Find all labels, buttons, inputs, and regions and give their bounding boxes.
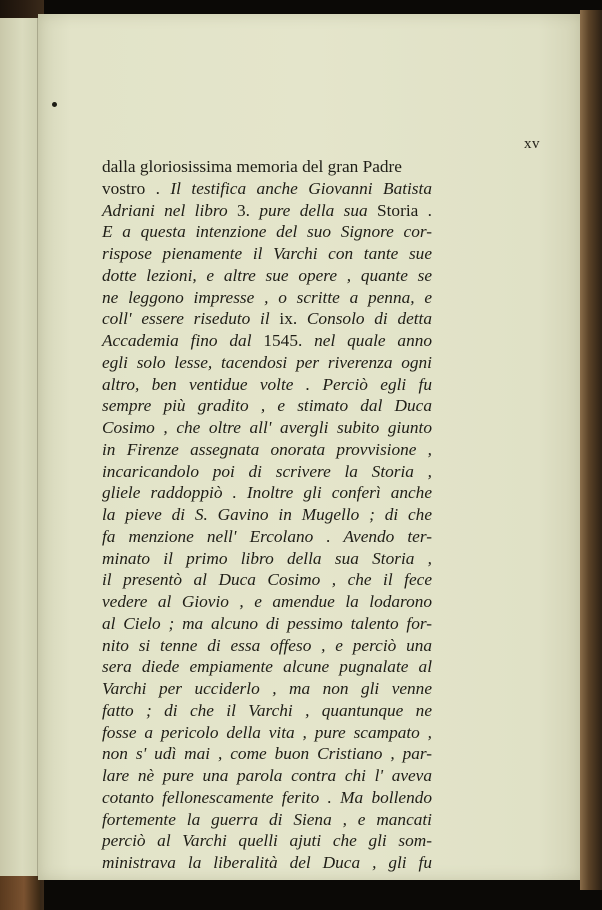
- text-segment: egli solo lesse, tacendosi per riverenza ogni: [102, 352, 432, 372]
- text-segment: Consolo di detta: [297, 309, 433, 329]
- text-segment: Storia .: [377, 200, 432, 220]
- text-line: [102, 809, 432, 831]
- text-segment: Varchi per ucciderlo , ma non gli venne: [102, 679, 432, 698]
- text-segment: al Cielo ; ma alcuno di pessimo talento for-: [102, 613, 432, 633]
- text-line: [102, 613, 432, 635]
- page-stack-edge: [580, 10, 602, 890]
- body-text: [102, 156, 432, 874]
- text-segment: 1545.: [263, 331, 303, 350]
- text-segment: Il testifica anche Giovanni Batista: [170, 178, 432, 198]
- text-line: [102, 243, 432, 265]
- text-segment: coll' essere riseduto il: [102, 309, 280, 329]
- text-line: [102, 482, 432, 504]
- text-segment: rispose pienamente il Varchi con tante sue: [102, 244, 432, 263]
- text-line: [102, 548, 432, 570]
- text-line: [102, 178, 432, 200]
- text-segment: ne leggono impresse , o scritte a penna, e: [102, 287, 432, 307]
- text-line: [102, 395, 432, 417]
- text-segment: Adriani nel libro: [102, 200, 237, 220]
- text-line: [102, 765, 432, 787]
- text-line: [102, 852, 432, 874]
- text-segment: sera diede empiamente alcune pugnalate al: [102, 657, 432, 677]
- text-segment: cotanto fellonescamente ferito . Ma bollendo: [102, 787, 432, 807]
- text-segment: vostro .: [102, 178, 171, 198]
- text-segment: ministrava la liberalità del Duca , gli fu: [102, 853, 432, 872]
- text-line: [102, 156, 432, 178]
- text-segment: fosse a pericolo della vita , pure scampato ,: [102, 722, 432, 742]
- text-line: [102, 417, 432, 439]
- text-segment: lare nè pure una parola contra chi l' aveva: [102, 766, 432, 785]
- text-line: [102, 569, 432, 591]
- text-line: [102, 700, 432, 722]
- text-line: [102, 221, 432, 243]
- text-segment: nito si tenne di essa offeso , e perciò una: [102, 635, 432, 655]
- text-segment: gliele raddoppiò . Inoltre gli conferì anche: [102, 483, 432, 503]
- text-segment: ix.: [279, 309, 298, 329]
- text-line: [102, 200, 432, 222]
- text-segment: fa menzione nell' Ercolano . Avendo ter-: [102, 526, 432, 546]
- text-segment: fatto ; di che il Varchi , quantunque ne: [102, 700, 432, 720]
- text-line: [102, 678, 432, 700]
- text-line: [102, 526, 432, 548]
- text-line: [102, 830, 432, 852]
- text-segment: il presentò al Duca Cosimo , che il fece: [102, 570, 432, 590]
- previous-page-edge: [0, 18, 38, 876]
- text-line: [102, 352, 432, 374]
- text-segment: non s' udì mai , come buon Cristiano , par-: [102, 744, 432, 764]
- text-line: [102, 591, 432, 613]
- text-line: [102, 330, 432, 352]
- text-line: [102, 461, 432, 483]
- page-number: xv: [524, 136, 540, 152]
- margin-dot: [52, 102, 57, 107]
- text-segment: pure della sua: [249, 200, 378, 220]
- text-segment: dalla gloriosissima memoria del gran Padre: [102, 157, 402, 176]
- text-line: [102, 656, 432, 678]
- text-segment: sempre più gradito , e stimato dal Duca: [102, 396, 432, 416]
- text-segment: minato il primo libro della sua Storia ,: [102, 548, 432, 568]
- text-line: [102, 722, 432, 744]
- text-segment: la pieve di S. Gavino in Mugello ; di che: [102, 505, 432, 524]
- text-line: [102, 374, 432, 396]
- text-line: [102, 743, 432, 765]
- text-segment: Cosimo , che oltre all' avergli subito giunto: [102, 418, 432, 437]
- text-segment: dotte lezioni, e altre sue opere , quante se: [102, 265, 432, 285]
- text-segment: E a questa intenzione del suo Signore cor-: [102, 222, 432, 242]
- text-line: [102, 635, 432, 657]
- text-line: [102, 287, 432, 309]
- text-line: [102, 439, 432, 461]
- text-segment: perciò al Varchi quelli ajuti che gli som-: [102, 831, 432, 851]
- text-segment: Accademia fino dal: [102, 331, 264, 350]
- text-segment: vedere al Giovio , e amendue la lodarono: [102, 592, 432, 611]
- text-segment: altro, ben ventidue volte . Perciò egli fu: [102, 374, 432, 394]
- text-segment: 3.: [236, 200, 250, 220]
- text-line: [102, 504, 432, 526]
- text-line: [102, 265, 432, 287]
- text-line: [102, 787, 432, 809]
- text-segment: fortemente la guerra di Siena , e mancati: [102, 809, 432, 829]
- text-segment: in Firenze assegnata onorata provvisione ,: [102, 439, 432, 459]
- text-segment: incaricandolo poi di scrivere la Storia ,: [102, 461, 432, 481]
- text-line: [102, 308, 432, 330]
- text-segment: nel quale anno: [302, 331, 432, 350]
